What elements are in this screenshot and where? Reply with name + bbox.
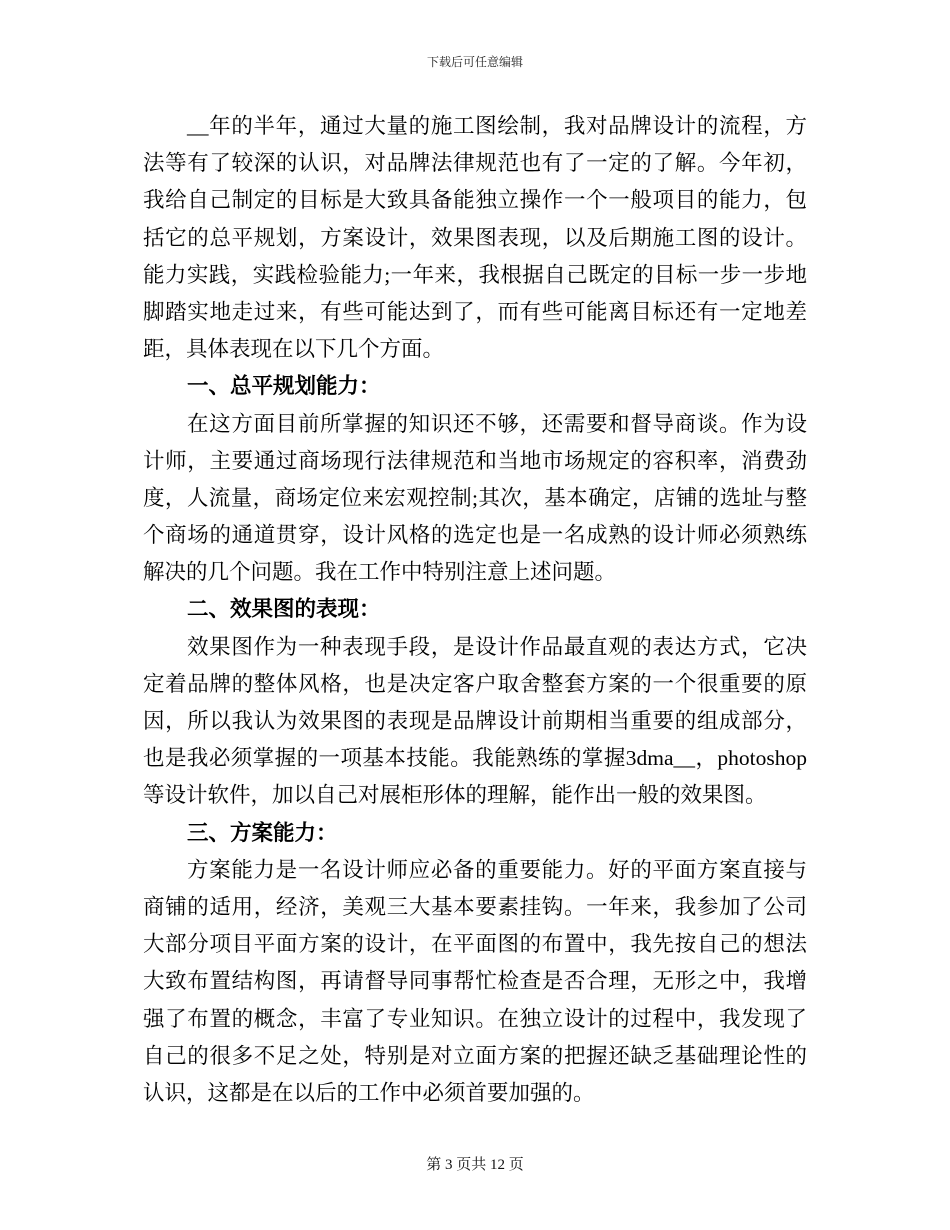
paragraph-line: 方案能力是一名设计师应必备的重要能力。好的平面方案直接与 xyxy=(187,857,807,882)
document-body xyxy=(143,108,807,1112)
paragraph-line: 大部分项目平面方案的设计，在平面图的布置中，我先按自己的想法 xyxy=(143,932,807,957)
paragraph-line: 度，人流量，商场定位来宏观控制;其次，基本确定，店铺的选址与整 xyxy=(143,485,807,510)
section-heading: 二、效果图的表现： xyxy=(187,597,381,622)
paragraph-line: 计师，主要通过商场现行法律规范和当地市场规定的容积率，消费劲 xyxy=(143,448,807,473)
paragraph-line: 自己的很多不足之处，特别是对立面方案的把握还缺乏基础理论性的 xyxy=(143,1043,807,1068)
paragraph-line: 大致布置结构图，再请督导同事帮忙检查是否合理，无形之中，我增 xyxy=(143,969,807,994)
paragraph-line: 定着品牌的整体风格，也是决定客户取舍整套方案的一个很重要的原 xyxy=(143,671,807,696)
paragraph-line: 强了布置的概念，丰富了专业知识。在独立设计的过程中，我发现了 xyxy=(143,1006,807,1031)
paragraph-line: 解决的几个问题。我在工作中特别注意上述问题。 xyxy=(143,560,617,585)
section-scheme xyxy=(143,815,807,1113)
page-footer: 第 3 页共 12 页 xyxy=(426,1157,524,1173)
paragraph-line: 能力实践，实践检验能力;一年来，我根据自己既定的目标一步一步地 xyxy=(143,262,807,287)
paragraph-line: 认识，这都是在以后的工作中必须首要加强的。 xyxy=(143,1080,595,1105)
paragraph-line: 商铺的适用，经济，美观三大基本要素挂钩。一年来，我参加了公司 xyxy=(143,894,807,919)
paragraph-line: 我给自己制定的目标是大致具备能独立操作一个一般项目的能力，包 xyxy=(143,188,807,213)
paragraph-line: 括它的总平规划，方案设计，效果图表现，以及后期施工图的设计。 xyxy=(143,225,807,250)
paragraph-line: 距，具体表现在以下几个方面。 xyxy=(143,337,445,362)
section-heading: 三、方案能力： xyxy=(187,820,338,845)
paragraph-line: __年的半年，通过大量的施工图绘制，我对品牌设计的流程，方 xyxy=(187,114,807,138)
section-rendering xyxy=(143,591,807,814)
paragraph-line: 因，所以我认为效果图的表现是品牌设计前期相当重要的组成部分， xyxy=(143,709,807,733)
intro-paragraph xyxy=(143,108,807,368)
paragraph-line: 法等有了较深的认识，对品牌法律规范也有了一定的了解。今年初， xyxy=(143,151,807,176)
paragraph-line: 等设计软件，加以自己对展柜形体的理解，能作出一般的效果图。 xyxy=(143,783,767,808)
section-heading: 一、总平规划能力： xyxy=(187,374,381,399)
paragraph-line: 也是我必须掌握的一项基本技能。我能熟练的掌握3dma__，photoshop xyxy=(143,746,807,771)
paragraph-line: 效果图作为一种表现手段，是设计作品最直观的表达方式，它决 xyxy=(187,634,807,659)
header-note: 下载后可任意编辑 xyxy=(426,55,523,69)
paragraph-line: 个商场的通道贯穿，设计风格的选定也是一名成熟的设计师必须熟练 xyxy=(143,523,807,548)
paragraph-line: 脚踏实地走过来，有些可能达到了，而有些可能离目标还有一定地差 xyxy=(143,299,807,324)
paragraph-line: 在这方面目前所掌握的知识还不够，还需要和督导商谈。作为设 xyxy=(187,411,807,436)
section-planning xyxy=(143,368,807,591)
